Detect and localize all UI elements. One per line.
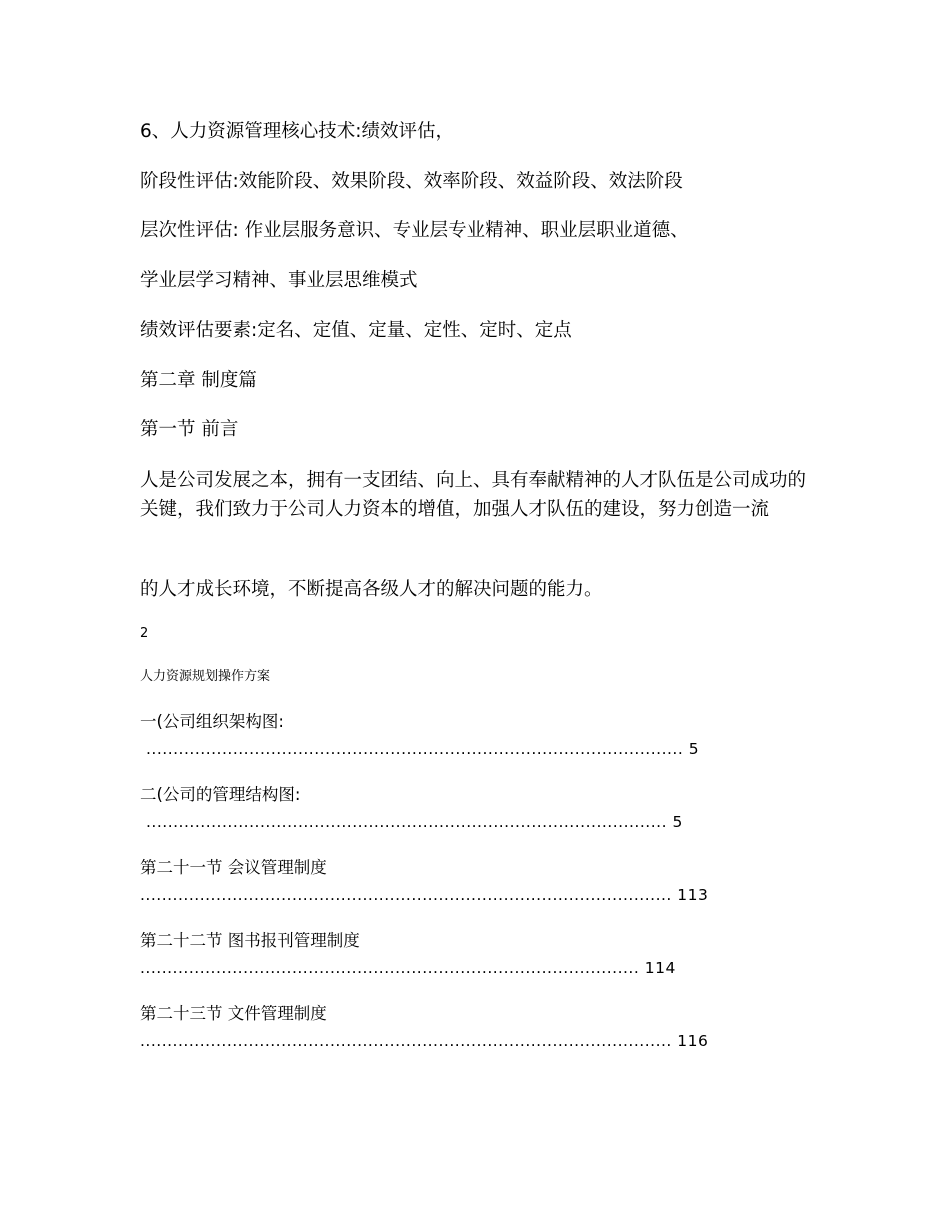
toc-entry-title[interactable]: 二(公司的管理结构图: [140, 785, 301, 804]
level-evaluation-continued: 学业层学习精神、事业层思维模式 [140, 270, 418, 291]
toc-leader-dots: .................................................................................................. [140, 1032, 672, 1050]
toc-page-number[interactable]: 5 [672, 813, 683, 831]
toc-entry-title[interactable]: 一(公司组织架构图: [140, 712, 284, 731]
toc-page-number[interactable]: 113 [677, 886, 709, 904]
preface-paragraph: 人是公司发展之本，拥有一支团结、向上、具有奉献精神的人才队伍是公司成功的关键，我们致力于公司人力资本的增值，加强人才队伍的建设，努力创造一流 [140, 470, 807, 520]
toc-page-number[interactable]: 5 [688, 740, 700, 758]
toc-entry-title[interactable]: 第二十三节 文件管理制度 [140, 1004, 327, 1023]
toc-entry-leader [146, 811, 683, 833]
chapter-heading: 第二章 制度篇 [140, 370, 257, 391]
page-number: 2 [140, 626, 149, 641]
toc-leader-dots: ............................................................................................ [140, 959, 640, 977]
document-page [140, 0, 840, 1230]
toc-entry-leader [146, 738, 699, 760]
toc-page-number[interactable]: 114 [644, 959, 676, 977]
level-evaluation-line: 层次性评估: 作业层服务意识、专业层专业精神、职业层职业道德、 [140, 220, 689, 241]
section-heading: 第一节 前言 [140, 419, 239, 440]
document-title: 人力资源规划操作方案 [140, 669, 271, 684]
toc-leader-dots: ................................................................................................ [146, 813, 667, 831]
stage-evaluation-line: 阶段性评估:效能阶段、效果阶段、效率阶段、效益阶段、效法阶段 [140, 171, 683, 192]
toc-entry-leader [140, 884, 708, 906]
toc-entry-leader [140, 957, 676, 979]
toc-entry-title[interactable]: 第二十一节 会议管理制度 [140, 858, 327, 877]
toc-leader-dots: .................................................................................................. [140, 886, 672, 904]
toc-entry-title[interactable]: 第二十二节 图书报刊管理制度 [140, 931, 360, 950]
toc-entry-leader [140, 1030, 708, 1052]
toc-leader-dots: ................................................................................................... [146, 740, 684, 758]
preface-paragraph-end: 的人才成长环境，不断提高各级人才的解决问题的能力。 [140, 579, 603, 600]
evaluation-elements-line: 绩效评估要素:定名、定值、定量、定性、定时、定点 [140, 320, 572, 341]
heading-core-technology: 6、人力资源管理核心技术:绩效评估， [140, 121, 455, 142]
toc-page-number[interactable]: 116 [677, 1032, 709, 1050]
